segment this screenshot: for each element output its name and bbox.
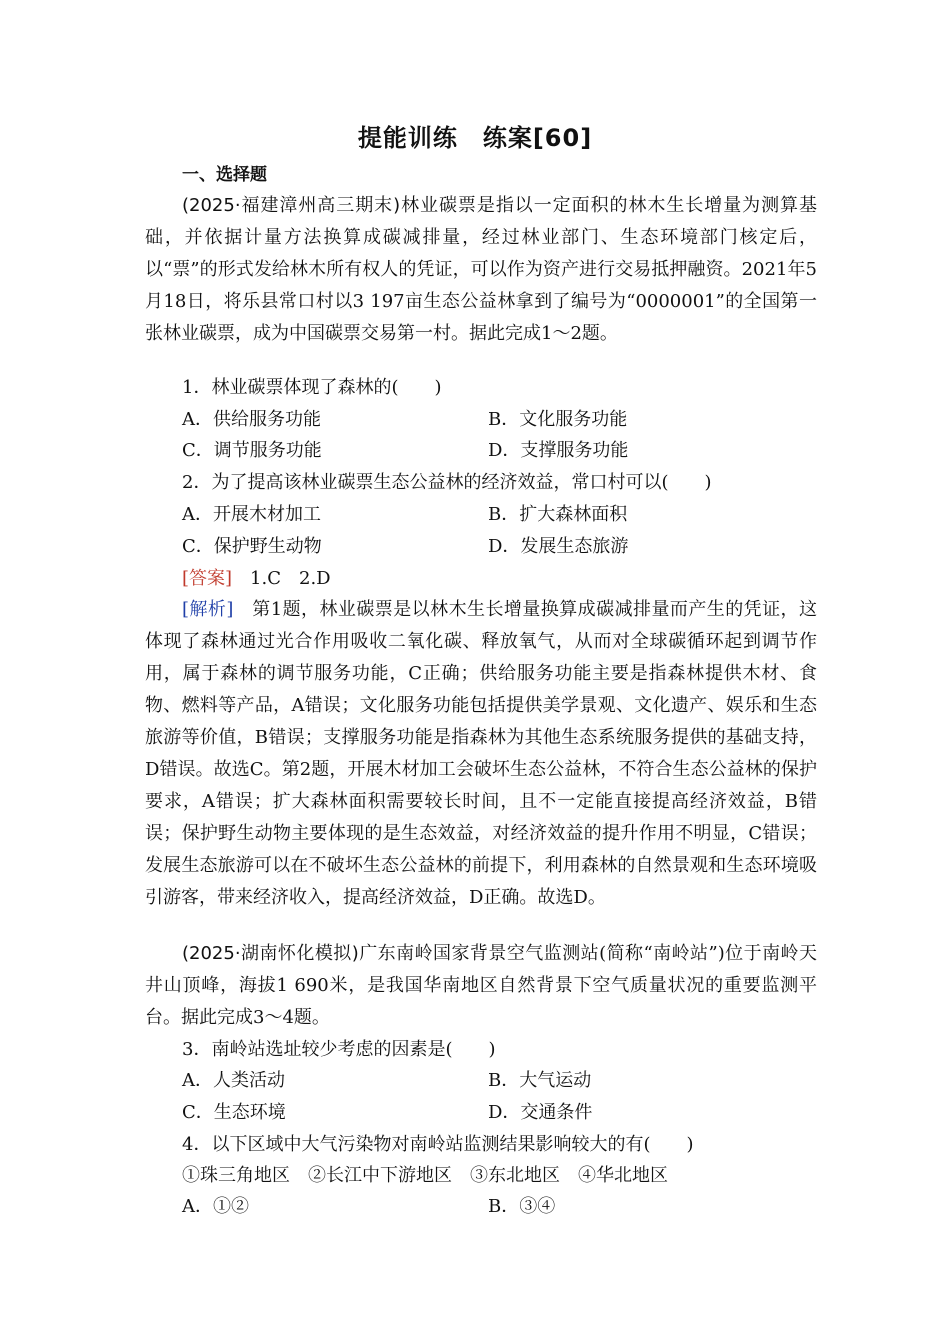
- q2-option-b: B．扩大森林面积: [488, 504, 628, 525]
- q3-option-b: B．大气运动: [488, 1070, 592, 1091]
- intro-paragraph-2: [145, 938, 817, 1034]
- question-3-stem: 3．南岭站选址较少考虑的因素是( ): [182, 1039, 496, 1060]
- q3-option-a: A．人类活动: [182, 1070, 285, 1091]
- q2-option-d: D．发展生态旅游: [488, 536, 629, 557]
- analysis-label: [解析]: [182, 599, 234, 620]
- analysis-text: 第1题，林业碳票是以林木生长增量换算成碳减排量而产生的凭证，这体现了森林通过光合作用吸收二氧化碳、释放氧气，从而对全球碳循环起到调节作用，属于森林的调节服务功能，C正确；供给服务功能主要是指森林提供木材、食物、燃料等产品，A错误；文化服务功能包括提供美学景观、文化遗产、娱乐和生态旅游等价值，B错误；支撑服务功能是指森林为其他生态系统服务提供的基础支持，D错误。故选C。第2题，开展木材加工会破坏生态公益林，不符合生态公益林的保护要求，A错误；扩大森林面积需要较长时间，且不一定能直接提高经济效益，B错误；保护野生动物主要体现的是生态效益，对经济效益的提升作用不明显，C错误；发展生态旅游可以在不破坏生态公益林的前提下，利用森林的自然景观和生态环境吸引游客，带来经济收入，提高经济效益，D正确。故选D。: [145, 599, 817, 908]
- source-label-1: (2025·福建漳州高三期末): [182, 195, 401, 216]
- q4-option-a: A．①②: [182, 1196, 249, 1217]
- q2-option-a: A．开展木材加工: [182, 504, 321, 525]
- q1-option-c: C．调节服务功能: [182, 440, 322, 461]
- q2-option-c: C．保护野生动物: [182, 536, 322, 557]
- question-2-stem: 2．为了提高该林业碳票生态公益林的经济效益，常口村可以( ): [182, 472, 712, 493]
- answer-label: [答案]: [182, 568, 233, 589]
- q1-option-b: B．文化服务功能: [488, 409, 628, 430]
- q1-option-a: A．供给服务功能: [182, 409, 321, 430]
- answer-text: 1.C 2.D: [232, 568, 331, 589]
- question-1-stem: 1．林业碳票体现了森林的( ): [182, 377, 442, 398]
- intro-text-1: 林业碳票是指以一定面积的林木生长增量为测算基础，并依据计量方法换算成碳减排量，经过林业部门、生态环境部门核定后，以“票”的形式发给林木所有权人的凭证，可以作为资产进行交易抵押融资。2021年5月18日，将乐县常口村以3 197亩生态公益林拿到了编号为“0000001”的全国第一张林业碳票，成为中国碳票交易第一村。据此完成1～2题。: [145, 195, 818, 344]
- source-label-2: (2025·湖南怀化模拟): [182, 943, 359, 964]
- q4-items: ①珠三角地区 ②长江中下游地区 ③东北地区 ④华北地区: [182, 1165, 668, 1186]
- intro-paragraph-1: [145, 190, 817, 350]
- intro-text-2: 广东南岭国家背景空气监测站(简称“南岭站”)位于南岭天井山顶峰，海拔1 690米，是我国华南地区自然背景下空气质量状况的重要监测平台。据此完成3～4题。: [145, 943, 817, 1028]
- q3-option-c: C．生态环境: [182, 1102, 286, 1123]
- section-heading: 一、选择题: [182, 165, 267, 185]
- answer-line: [182, 564, 331, 594]
- q3-option-d: D．交通条件: [488, 1102, 593, 1123]
- question-4-stem: 4．以下区域中大气污染物对南岭站监测结果影响较大的有( ): [182, 1134, 694, 1155]
- q1-option-d: D．支撑服务功能: [488, 440, 629, 461]
- q4-option-b: B．③④: [488, 1196, 556, 1217]
- analysis-paragraph: [145, 594, 817, 914]
- page-title: 提能训练 练案[60]: [357, 124, 593, 152]
